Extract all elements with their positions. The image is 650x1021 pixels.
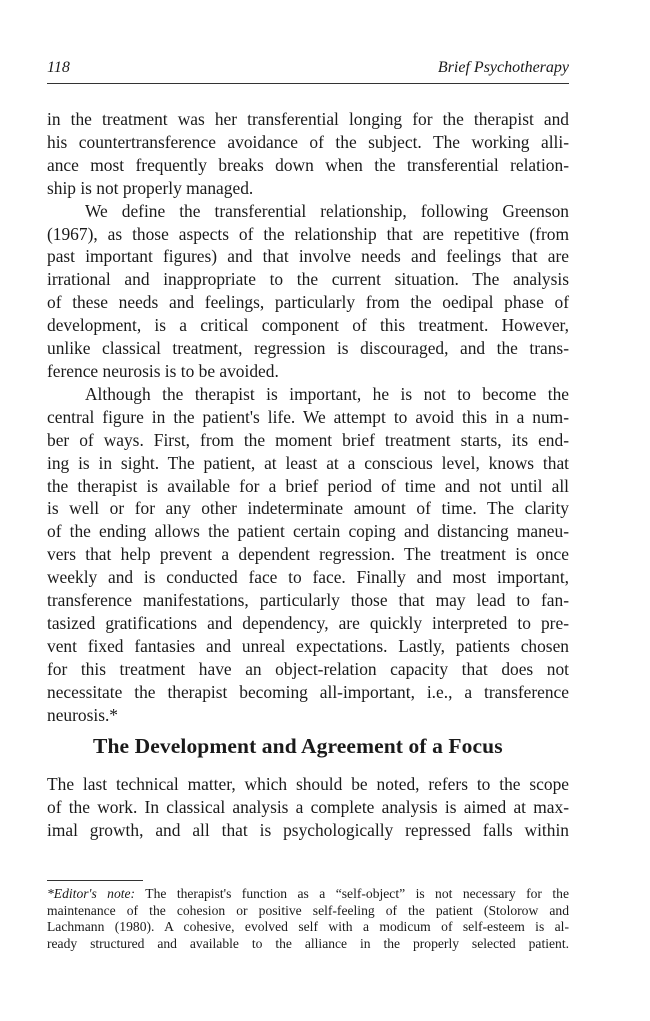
- text-line: We define the transferential relationship, following Greenson: [85, 200, 569, 221]
- footnote-line: [47, 886, 569, 903]
- footnote: [47, 886, 569, 952]
- text-line: imal growth, and all that is psychologically repressed falls within: [47, 819, 569, 840]
- paragraph: [47, 383, 569, 727]
- text-line: ing is in sight. The patient, at least at a conscious level, knows that: [47, 452, 569, 473]
- text-line: central figure in the patient's life. We attempt to avoid this in a num-: [47, 406, 569, 427]
- text-line: The last technical matter, which should be noted, refers to the scope: [47, 774, 569, 794]
- text-line: in the treatment was her transferential longing for the therapist and: [47, 109, 569, 129]
- footnote-line: Lachmann (1980). A cohesive, evolved self with a modicum of self-esteem is al-: [47, 919, 569, 935]
- footnote-line: ready structured and available to the alliance in the properly selected patient.: [47, 935, 569, 951]
- text-line: is well or for any other indeterminate amount of time. The clarity: [47, 498, 569, 519]
- text-line: tasized gratifications and dependency, are quickly interpreted to pre-: [47, 612, 569, 633]
- text-line: development, is a critical component of this treatment. However,: [47, 315, 569, 336]
- section-body: [47, 773, 569, 842]
- text-line: irrational and inappropriate to the current situation. The analysis: [47, 269, 569, 290]
- footnote-text: The therapist's function as a “self-object” is not necessary for the: [135, 886, 569, 901]
- text-line: of the work. In classical analysis a complete analysis is aimed at max-: [47, 796, 569, 817]
- section-heading: The Development and Agreement of a Focus: [93, 734, 503, 758]
- text-line: Although the therapist is important, he is not to become the: [85, 383, 569, 404]
- footnote-rule: [47, 880, 143, 881]
- text-line: necessitate the therapist becoming all-important, i.e., a transference: [47, 681, 569, 702]
- paragraph: [47, 200, 569, 383]
- text-line: the therapist is available for a brief period of time and not until all: [47, 475, 569, 496]
- text-line: vent fixed fantasies and unreal expectations. Lastly, patients chosen: [47, 635, 569, 656]
- footnote-line: maintenance of the cohesion or positive self-feeling of the patient (Stolorow and: [47, 902, 569, 918]
- text-line: ber of ways. First, from the moment brief treatment starts, its end-: [47, 429, 569, 450]
- text-line: unlike classical treatment, regression is discouraged, and the trans-: [47, 338, 569, 359]
- text-line: for this treatment have an object-relation capacity that does not: [47, 658, 569, 679]
- book-title: Brief Psychotherapy: [437, 59, 569, 76]
- header-rule: [47, 83, 569, 84]
- text-line: transference manifestations, particularly those that may lead to fan-: [47, 590, 569, 611]
- text-line: past important figures) and that involve needs and feelings that are: [47, 246, 569, 267]
- running-head: [47, 59, 569, 81]
- text-line: vers that help prevent a dependent regression. The treatment is once: [47, 544, 569, 565]
- text-line: neurosis.*: [47, 704, 119, 725]
- text-line: of these needs and feelings, particularly from the oedipal phase of: [47, 292, 569, 313]
- page-number: 118: [47, 59, 70, 76]
- text-line: (1967), as those aspects of the relationship that are repetitive (from: [47, 223, 569, 244]
- text-line: of the ending allows the patient certain coping and distancing maneu-: [47, 521, 569, 542]
- body-text: [47, 108, 569, 726]
- text-line: ship is not properly managed.: [47, 177, 254, 198]
- text-line: ference neurosis is to be avoided.: [47, 360, 279, 381]
- text-line: his countertransference avoidance of the subject. The working alli-: [47, 131, 569, 152]
- footnote-label: *Editor's note:: [47, 886, 136, 901]
- text-line: weekly and is conducted face to face. Finally and most important,: [47, 567, 569, 588]
- text-line: ance most frequently breaks down when the transferential relation-: [47, 154, 569, 175]
- paragraph: [47, 108, 569, 200]
